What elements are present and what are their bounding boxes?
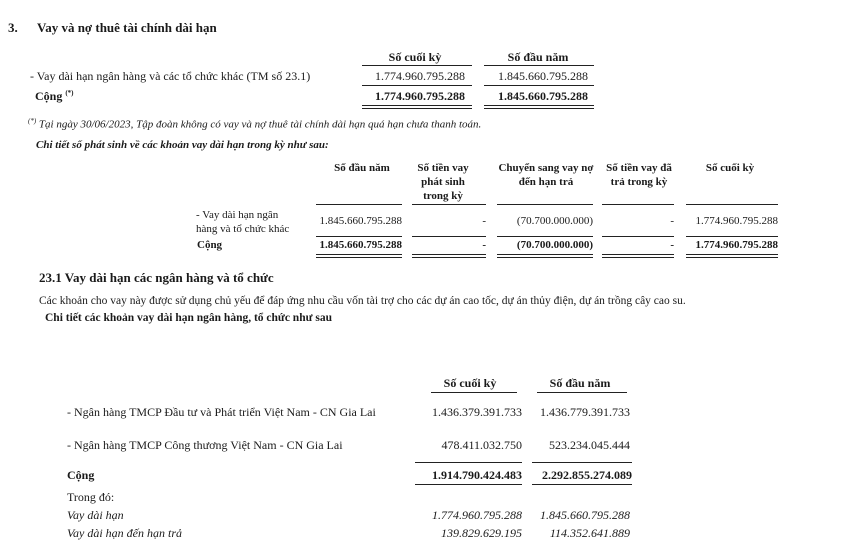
sub-row-due-end: 139.829.629.195 [441, 526, 522, 540]
of-which-label: Trong đó: [67, 490, 115, 504]
bank-row-vietinbank-begin: 523.234.045.444 [549, 438, 630, 452]
footnote-mark: (*) [28, 117, 37, 125]
row-value-begin: 1.845.660.795.288 [498, 69, 588, 83]
mv-header-begin: Số đầu năm [334, 162, 390, 174]
mv-row-transfer: (70.700.000.000) [516, 215, 593, 227]
mv-row-label: - Vay dài hạn ngân hàng và tổ chức khác [196, 209, 290, 235]
sub-row-long-term-label: Vay dài hạn [67, 508, 124, 522]
bank-total-end: 1.914.790.424.483 [432, 468, 522, 482]
subsection-detail-title: Chi tiết các khoản vay dài hạn ngân hàng, tổ chức như sau [45, 312, 332, 324]
sub-row-long-term-end: 1.774.960.795.288 [432, 508, 522, 522]
mv-total-end: 1.774.960.795.288 [695, 239, 778, 251]
mv-total-label: Cộng [197, 239, 223, 251]
footnote: (*) Tại ngày 30/06/2023, Tập đoàn không có vay và nợ thuê tài chính dài hạn quá hạn chưa thanh toán. [28, 117, 482, 131]
mv-total-begin: 1.845.660.795.288 [319, 239, 402, 251]
section-title: Vay và nợ thuê tài chính dài hạn [37, 20, 217, 35]
bank-total-begin: 2.292.855.274.089 [542, 468, 632, 482]
bank-row-vietinbank-end: 478.411.032.750 [441, 438, 522, 452]
col-header-begin: Số đầu năm [507, 50, 569, 64]
mv-row-repaid: - [670, 215, 674, 227]
total-mark: (*) [65, 89, 74, 97]
bank-row-bidv-end: 1.436.379.391.733 [432, 405, 522, 419]
total-value-end: 1.774.960.795.288 [375, 89, 465, 103]
mv-header-new-loans: Số tiền vay phát sinh trong kỳ [417, 162, 469, 202]
mv-header-repaid: Số tiền vay đã trả trong kỳ [606, 162, 672, 188]
subsection-description: Các khoản cho vay này được sử dụng chủ yếu để đáp ứng nhu cầu vốn tài trợ cho các dự án cao tốc, dự án thủy điện, dự án trồng cây cao su. [39, 295, 686, 307]
bank-col-header-end: Số cuối kỳ [443, 376, 497, 390]
row-value-end: 1.774.960.795.288 [375, 69, 465, 83]
mv-header-end: Số cuối kỳ [705, 162, 755, 174]
mv-row-end: 1.774.960.795.288 [695, 215, 778, 227]
sub-row-due-label: Vay dài hạn đến hạn trả [67, 526, 182, 540]
bank-row-vietinbank-label: - Ngân hàng TMCP Công thương Việt Nam - CN Gia Lai [67, 438, 343, 452]
total-value-begin: 1.845.660.795.288 [498, 89, 588, 103]
subsection-title: 23.1 Vay dài hạn các ngân hàng và tổ chức [39, 270, 274, 285]
row-label: - Vay dài hạn ngân hàng và các tổ chức khác (TM số 23.1) [30, 69, 311, 83]
mv-header-transfer: Chuyển sang vay nợ đến hạn trả [498, 162, 594, 188]
mv-row-new-loans: - [482, 215, 486, 227]
mv-total-new-loans: - [482, 239, 486, 251]
total-label: Cộng (*) [35, 89, 74, 103]
sub-row-long-term-begin: 1.845.660.795.288 [540, 508, 630, 522]
bank-row-bidv-begin: 1.436.779.391.733 [540, 405, 630, 419]
mv-total-repaid: - [670, 239, 674, 251]
bank-total-label: Cộng [67, 468, 95, 482]
col-header-end: Số cuối kỳ [388, 50, 442, 64]
mv-total-transfer: (70.700.000.000) [516, 239, 593, 251]
movement-title: Chi tiết số phát sinh về các khoản vay dài hạn trong kỳ như sau: [36, 139, 329, 151]
bank-row-bidv-label: - Ngân hàng TMCP Đầu tư và Phát triển Việt Nam - CN Gia Lai [67, 405, 376, 419]
sub-row-due-begin: 114.352.641.889 [549, 526, 630, 540]
mv-row-begin: 1.845.660.795.288 [319, 215, 402, 227]
bank-col-header-begin: Số đầu năm [549, 376, 611, 390]
section-number: 3. [8, 20, 18, 35]
